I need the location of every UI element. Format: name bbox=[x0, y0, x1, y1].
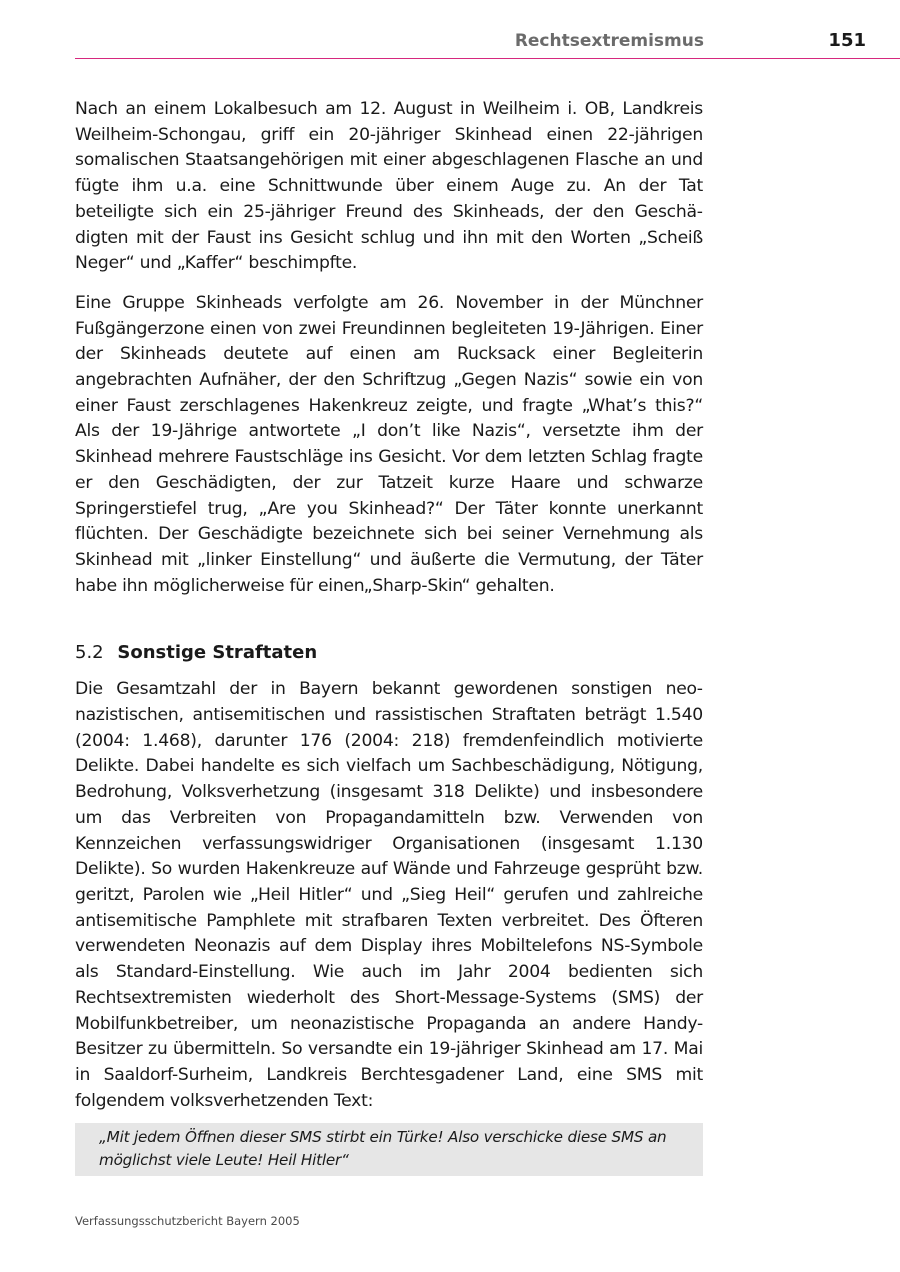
sms-quote-box bbox=[75, 1123, 703, 1176]
running-title: Rechtsextremismus bbox=[514, 31, 704, 51]
section-number: 5.2 bbox=[75, 642, 104, 664]
section-heading bbox=[75, 640, 703, 666]
main-content bbox=[75, 97, 703, 1176]
section-title: Sonstige Straftaten bbox=[117, 642, 318, 664]
page-footer: Verfassungsschutzbericht Bayern 2005 bbox=[75, 1214, 300, 1228]
page-header bbox=[75, 26, 900, 59]
page-number: 151 bbox=[828, 30, 866, 51]
paragraph-weilheim: Nach an einem Lokalbesuch am 12. August in Weilheim i. OB, Landkreis Weilheim-Schongau, griff ein 20-jähriger Skinhead einen 22-jährigen somalischen Staatsangehörigen mit einer abgeschlagenen Flasche an und fügte ihm u.a. eine Schnittwunde über einem Auge zu. An der Tat beteiligte sich ein 25-jähriger Freund des Skinheads, der den Geschädigten mit der Faust ins Gesicht schlug und ihn mit den Worten „Scheiß Neger“ und „Kaffer“ beschimpfte. bbox=[75, 99, 703, 274]
sms-quote-text: „Mit jedem Öffnen dieser SMS stirbt ein Türke! Also verschicke diese SMS an möglichst viele Leute! Heil Hitler“ bbox=[99, 1128, 667, 1170]
paragraph-muenchen: Eine Gruppe Skinheads verfolgte am 26. November in der Münchner Fußgängerzone einen von zwei Freundinnen begleiteten 19-Jährigen. Einer der Skinheads deutete auf einen am Rucksack einer Begleiterin angebrachten Aufnäher, der den Schriftzug „Gegen Nazis“ sowie ein von einer Faust zerschlagenes Hakenkreuz zeigte, und fragte „What’s this?“ Als der 19-Jährige antwortete „I don’t like Nazis“, versetzte ihm der Skinhead mehrere Faustschläge ins Gesicht. Vor dem letzten Schlag fragte er den Geschädigten, der zur Tatzeit kurze Haare und schwarze Springerstiefel trug, „Are you Skinhead?“ Der Täter konnte unerkannt flüchten. Der Geschädigte bezeichnete sich bei seiner Vernehmung als Skinhead mit „linker Einstellung“ und äußerte die Vermutung, der Täter habe ihn möglicherweise für einen„Sharp-Skin“ gehalten. bbox=[75, 292, 703, 596]
paragraph-sonstige-straftaten: Die Gesamtzahl der in Bayern bekannt gewordenen sonstigen neonazistischen, antisemitischen und rassistischen Straftaten beträgt 1.540 (2004: 1.468), darunter 176 (2004: 218) fremdenfeindlich motivierte Delikte. Dabei handelte es sich vielfach um Sachbeschädigung, Nötigung, Bedrohung, Volksverhetzung (insgesamt 318 Delikte) und insbesondere um das Verbreiten von Propagandamitteln bzw. Verwenden von Kennzeichen verfassungswidriger Organisationen (insgesamt 1.130 Delikte). So wurden Hakenkreuze auf Wände und Fahrzeuge gesprüht bzw. geritzt, Parolen wie „Heil Hitler“ und „Sieg Heil“ gerufen und zahlreiche antisemitische Pamphlete mit strafbaren Texten verbreitet. Des Öfteren verwendeten Neonazis auf dem Display ihres Mobiltelefons NS-Symbole als Standard-Einstellung. Wie auch im Jahr 2004 bedienten sich Rechtsextremisten wiederholt des Short-Message-Systems (SMS) der Mobilfunkbetreiber, um neonazistische Propaganda an andere Handy-Besitzer zu übermitteln. So versandte ein 19-jähriger Skinhead am 17. Mai in Saaldorf-Surheim, Landkreis Berchtesgadener Land, eine SMS mit folgendem volksverhetzenden Text: bbox=[75, 679, 703, 1111]
